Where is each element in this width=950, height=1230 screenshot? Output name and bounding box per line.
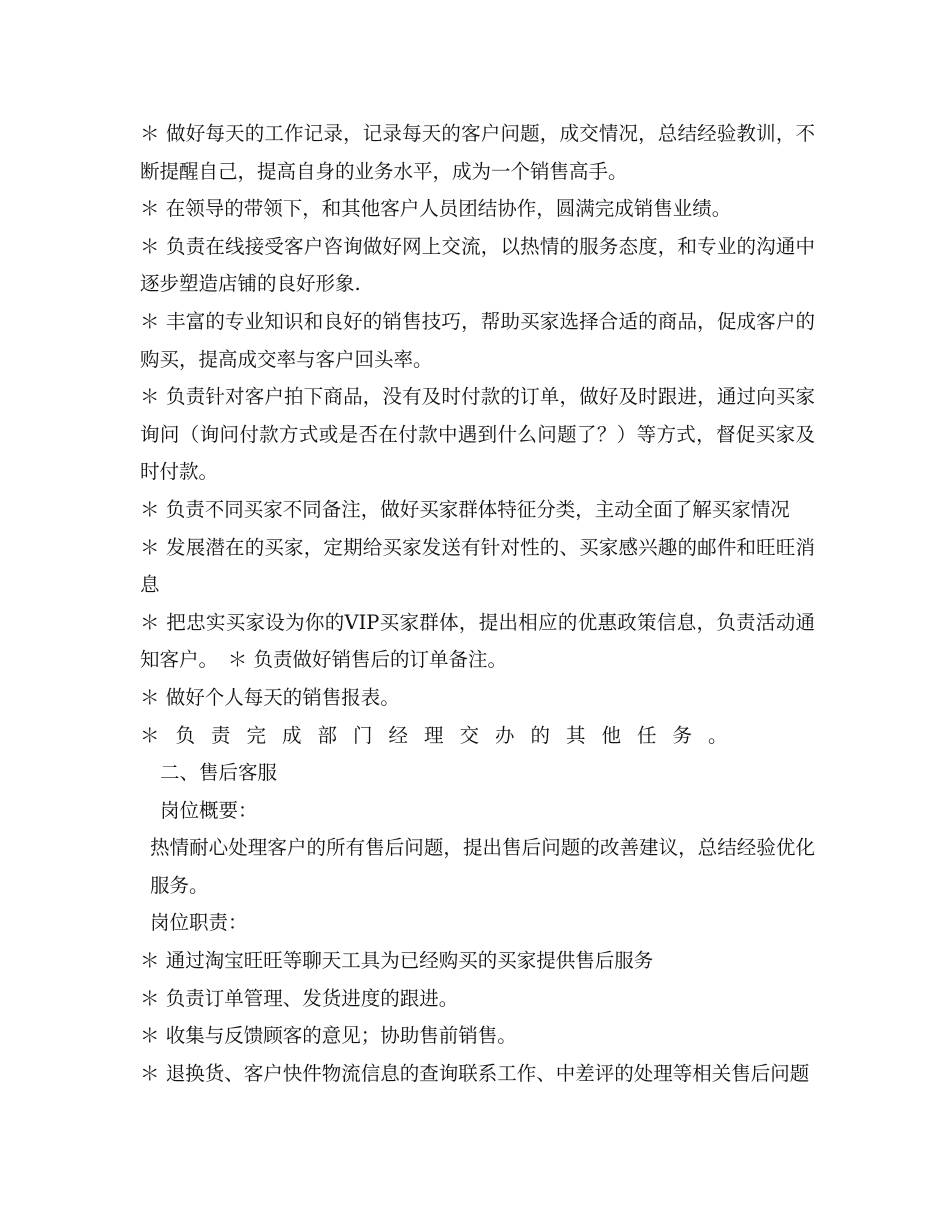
duty-paragraph-buyer-notes: ＊ 负责不同买家不同备注，做好买家群体特征分类，主动全面了解买家情况 bbox=[140, 497, 790, 521]
duty-paragraph-record: ＊ 做好每天的工作记录，记录每天的客户问题，成交情况，总结经验教训，不断提醒自己，提高自身的业务水平，成为一个销售高手。 bbox=[140, 122, 815, 183]
duty-paragraph-sales-skills: ＊ 丰富的专业知识和良好的销售技巧，帮助买家选择合适的商品，促成客户的购买，提高成交率与客户回头率。 bbox=[140, 309, 815, 371]
overview-label: 岗位概要： bbox=[160, 798, 258, 822]
overview-text: 热情耐心处理客户的所有售后问题，提出售后问题的改善建议，总结经验优化服务。 bbox=[150, 836, 815, 897]
duties-label: 岗位职责： bbox=[150, 911, 248, 935]
after-sales-duty-returns: ＊ 退换货、客户快件物流信息的查询联系工作、中差评的处理等相关售后问题 bbox=[140, 1061, 810, 1085]
document-page bbox=[140, 115, 815, 1092]
duty-paragraph-potential-buyers: ＊ 发展潜在的买家，定期给买家发送有针对性的、买家感兴趣的邮件和旺旺消息 bbox=[140, 535, 815, 597]
after-sales-duty-feedback: ＊ 收集与反馈顾客的意见；协助售前销售。 bbox=[140, 1024, 517, 1048]
after-sales-duty-orders: ＊ 负责订单管理、发货进度的跟进。 bbox=[140, 986, 459, 1010]
duty-paragraph-vip-buyers: ＊ 把忠实买家设为你的VIP买家群体，提出相应的优惠政策信息，负责活动通知客户。 ＊ 负责做好销售后的订单备注。 bbox=[140, 610, 815, 672]
after-sales-duty-service: ＊ 通过淘宝旺旺等聊天工具为已经购买的买家提供售后服务 bbox=[140, 949, 654, 973]
duty-paragraph-payment-followup: ＊ 负责针对客户拍下商品，没有及时付款的订单，做好及时跟进，通过向买家询问（询问付款方式或是否在付款中遇到什么问题了？）等方式，督促买家及时付款。 bbox=[140, 385, 815, 484]
duty-paragraph-teamwork: ＊ 在领导的带领下，和其他客户人员团结协作，圆满完成销售业绩。 bbox=[140, 197, 732, 221]
duty-paragraph-sales-report: ＊ 做好个人每天的销售报表。 bbox=[140, 685, 400, 709]
duty-paragraph-online-consult: ＊ 负责在线接受客户咨询做好网上交流，以热情的服务态度，和专业的沟通中逐步塑造店铺的良好形象. bbox=[140, 234, 815, 296]
duty-paragraph-other-tasks: ＊负责完成部门经理交办的其他任务。 bbox=[140, 723, 744, 747]
section-heading: 二、售后客服 bbox=[160, 761, 278, 785]
